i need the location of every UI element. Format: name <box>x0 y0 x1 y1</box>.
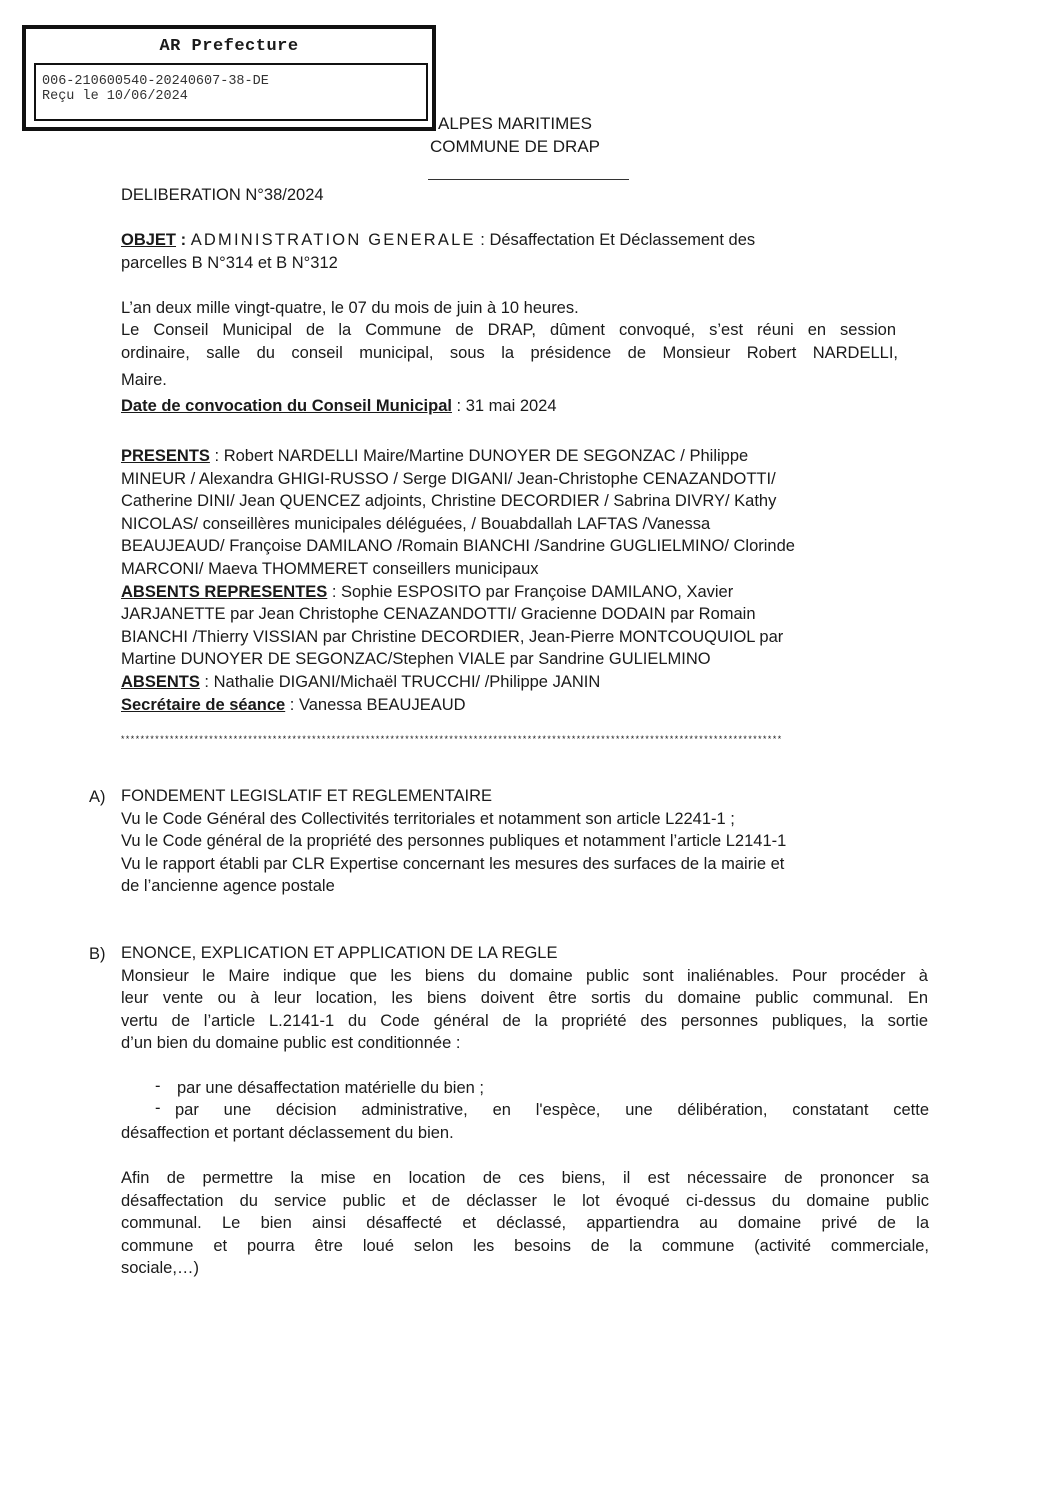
section-b-line-4: d’un bien du domaine public est conditionnée : <box>121 1034 461 1053</box>
convocation-line <box>121 395 557 418</box>
final-line-2: désaffectation du service public et de déclasser le lot évoqué ci-dessus du domaine public <box>121 1191 929 1210</box>
object-separator: : <box>475 231 490 249</box>
stamp-details <box>34 63 428 121</box>
absents-represented-line-1: ABSENTS REPRESENTES : Sophie ESPOSITO par Françoise DAMILANO, Xavier <box>121 582 734 601</box>
section-b-line-3: vertu de l’article L.2141-1 du Code général de la propriété des personnes publiques, la sortie <box>121 1011 928 1030</box>
object-title-2: parcelles B N°314 et B N°312 <box>121 254 338 272</box>
commune-name: COMMUNE DE DRAP <box>430 137 601 156</box>
deliberation-number: DELIBERATION N°38/2024 <box>121 186 324 204</box>
object-label: OBJET <box>121 231 177 249</box>
header-rule <box>428 179 629 180</box>
bullet-2-line-1: par une décision administrative, en l'espèce, une délibération, constatant cette <box>175 1101 929 1119</box>
object-category: ADMINISTRATION GENERALE <box>190 231 476 249</box>
absents-line <box>121 671 921 694</box>
department-name: ALPES MARITIMES <box>438 114 592 133</box>
asterisk-separator: *************************************************************************************************************************************** <box>120 735 782 745</box>
final-line-4: commune et pourra être loué selon les besoins de la commune (activité commerciale, <box>121 1236 929 1255</box>
section-a <box>121 785 931 898</box>
absents-names: : Nathalie DIGANI/Michaël TRUCCHI/ /Philippe JANIN <box>199 672 601 691</box>
attendance-block <box>121 445 921 716</box>
prefecture-stamp <box>22 25 436 131</box>
section-b-line-2: leur vente ou à leur location, les biens doivent être sortis du domaine public communal. En <box>121 989 928 1008</box>
presents-line-5: BEAUJEAUD/ Françoise DAMILANO /Romain BIANCHI /Sandrine GUGLIELMINO/ Clorinde <box>121 537 795 556</box>
presents-line-6: MARCONI/ Maeva THOMMERET conseillers municipaux <box>121 559 539 578</box>
secretary-name: : Vanessa BEAUJEAUD <box>285 695 466 714</box>
final-line-1: Afin de permettre la mise en location de ces biens, il est nécessaire de prononcer sa <box>121 1169 929 1187</box>
intro-line-4: Maire. <box>121 371 167 389</box>
absents-label: ABSENTS <box>121 672 200 691</box>
bullet-1-dash: - <box>155 1077 161 1095</box>
section-a-marker: A) <box>89 788 106 806</box>
intro-line-2: Le Conseil Municipal de la Commune de DRAP, dûment convoqué, s’est réuni en session <box>121 321 896 339</box>
section-b-title: ENONCE, EXPLICATION ET APPLICATION DE LA REGLE <box>121 944 558 962</box>
object-title-1: Désaffectation Et Déclassement des <box>489 231 756 249</box>
intro-line-1: L’an deux mille vingt-quatre, le 07 du mois de juin à 10 heures. <box>121 299 579 317</box>
presents-line-4: NICOLAS/ conseillères municipales déléguées, / Bouabdallah LAFTAS /Vanessa <box>121 514 711 533</box>
presents-line-2: MINEUR / Alexandra GHIGI-RUSSO / Serge DIGANI/ Jean-Christophe CENAZANDOTTI/ <box>121 469 776 488</box>
section-a-line-3: Vu le rapport établi par CLR Expertise concernant les mesures des surfaces de la mairie et <box>121 854 785 873</box>
stamp-title: AR Prefecture <box>159 37 299 56</box>
object-colon: : <box>176 231 191 249</box>
object-line <box>121 229 755 252</box>
section-b <box>121 942 928 1055</box>
secretary-label: Secrétaire de séance <box>121 695 286 714</box>
convocation-label: Date de convocation du Conseil Municipal <box>121 397 452 415</box>
stamp-received-date: Reçu le 10/06/2024 <box>42 89 188 104</box>
absents-represented-label: ABSENTS REPRESENTES <box>121 582 328 601</box>
bullet-2-dash: - <box>155 1099 161 1117</box>
absents-represented-line-3: BIANCHI /Thierry VISSIAN par Christine DECORDIER, Jean-Pierre MONTCOUQUIOL par <box>121 627 784 646</box>
convocation-date: : 31 mai 2024 <box>451 397 557 415</box>
section-b-line-1: Monsieur le Maire indique que les biens du domaine public sont inaliénables. Pour procéder à <box>121 966 928 985</box>
section-a-line-2: Vu le Code général de la propriété des personnes publiques et notamment l’article L2141-1 <box>121 832 787 851</box>
stamp-reference: 006-210600540-20240607-38-DE <box>42 74 269 89</box>
section-b-marker: B) <box>89 945 106 963</box>
presents-line-1: PRESENTS : Robert NARDELLI Maire/Martine DUNOYER DE SEGONZAC / Philippe <box>121 447 749 465</box>
bullet-1-text: par une désaffectation matérielle du bien ; <box>177 1079 484 1097</box>
intro-line-3: ordinaire, salle du conseil municipal, sous la présidence de Monsieur Robert NARDELLI, <box>121 344 898 362</box>
presents-label: PRESENTS <box>121 447 210 465</box>
final-paragraph <box>121 1167 929 1280</box>
presents-line-3: Catherine DINI/ Jean QUENCEZ adjoints, Christine DECORDIER / Sabrina DIVRY/ Kathy <box>121 492 777 511</box>
absents-represented-line-4: Martine DUNOYER DE SEGONZAC/Stephen VIALE par Sandrine GULIELMINO <box>121 650 711 669</box>
section-a-line-4: de l’ancienne agence postale <box>121 877 335 896</box>
final-line-3: communal. Le bien ainsi désaffecté et déclassé, appartiendra au domaine privé de la <box>121 1214 929 1233</box>
bullet-2-line-2: désaffection et portant déclassement du bien. <box>121 1124 454 1142</box>
secretary-line <box>121 694 921 717</box>
absents-represented-line-2: JARJANETTE par Jean Christophe CENAZANDOTTI/ Gracienne DODAIN par Romain <box>121 605 756 624</box>
final-line-5: sociale,…) <box>121 1259 199 1278</box>
section-a-title: FONDEMENT LEGISLATIF ET REGLEMENTAIRE <box>121 787 493 805</box>
section-a-line-1: Vu le Code Général des Collectivités territoriales et notamment son article L2241-1 ; <box>121 809 735 828</box>
